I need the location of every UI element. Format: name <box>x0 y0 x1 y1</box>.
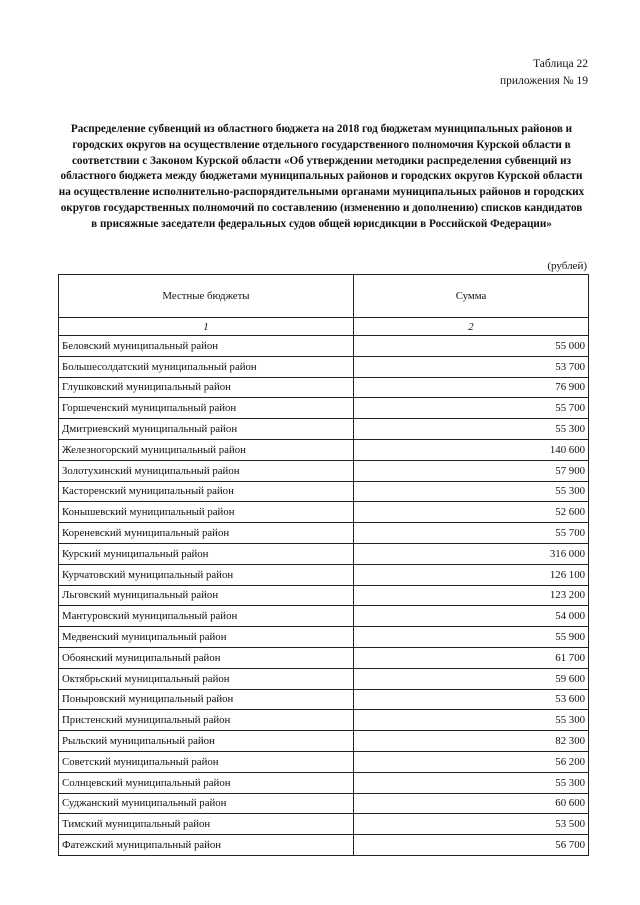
subsidy-amount: 82 300 <box>354 731 589 752</box>
table-row <box>59 835 589 856</box>
subsidy-amount: 126 100 <box>354 564 589 585</box>
subsidy-amount: 54 000 <box>354 606 589 627</box>
table-row <box>59 481 589 502</box>
table-row <box>59 772 589 793</box>
table-row <box>59 793 589 814</box>
district-name: Мантуровский муниципальный район <box>59 606 354 627</box>
subsidy-amount: 56 700 <box>354 835 589 856</box>
table-row <box>59 668 589 689</box>
subsidy-amount: 55 300 <box>354 772 589 793</box>
district-name: Суджанский муниципальный район <box>59 793 354 814</box>
column-header-budgets: Местные бюджеты <box>59 275 354 318</box>
subsidy-amount: 56 200 <box>354 751 589 772</box>
district-name: Курчатовский муниципальный район <box>59 564 354 585</box>
district-name: Золотухинский муниципальный район <box>59 460 354 481</box>
subsidy-amount: 59 600 <box>354 668 589 689</box>
subsidy-amount: 61 700 <box>354 647 589 668</box>
column-number-2: 2 <box>354 318 589 336</box>
table-row <box>59 419 589 440</box>
table-row <box>59 398 589 419</box>
table-row <box>59 502 589 523</box>
district-name: Курский муниципальный район <box>59 543 354 564</box>
column-number-1: 1 <box>59 318 354 336</box>
column-number-row <box>59 318 589 336</box>
table-row <box>59 543 589 564</box>
district-name: Касторенский муниципальный район <box>59 481 354 502</box>
table-header-row <box>59 275 589 318</box>
table-row <box>59 627 589 648</box>
subsidy-amount: 53 600 <box>354 689 589 710</box>
subsidy-amount: 55 300 <box>354 710 589 731</box>
subsidy-amount: 140 600 <box>354 439 589 460</box>
subsidy-amount: 55 300 <box>354 481 589 502</box>
table-row <box>59 647 589 668</box>
table-row <box>59 377 589 398</box>
district-name: Большесолдатский муниципальный район <box>59 356 354 377</box>
district-name: Фатежский муниципальный район <box>59 835 354 856</box>
subsidy-amount: 123 200 <box>354 585 589 606</box>
table-row <box>59 689 589 710</box>
district-name: Октябрьский муниципальный район <box>59 668 354 689</box>
units-label: (рублей) <box>547 260 587 272</box>
district-name: Беловский муниципальный район <box>59 336 354 357</box>
table-row <box>59 356 589 377</box>
subsidy-amount: 53 700 <box>354 356 589 377</box>
district-name: Глушковский муниципальный район <box>59 377 354 398</box>
budget-table <box>58 274 589 856</box>
table-number: Таблица 22 <box>533 58 588 70</box>
table-row <box>59 564 589 585</box>
table-row <box>59 814 589 835</box>
district-name: Конышевский муниципальный район <box>59 502 354 523</box>
subsidy-amount: 316 000 <box>354 543 589 564</box>
table-reference <box>500 56 588 90</box>
table-row <box>59 460 589 481</box>
table-row <box>59 439 589 460</box>
table-row <box>59 731 589 752</box>
table-row <box>59 585 589 606</box>
subsidy-amount: 55 700 <box>354 523 589 544</box>
subsidy-amount: 60 600 <box>354 793 589 814</box>
district-name: Горшеченский муниципальный район <box>59 398 354 419</box>
document-title: Распределение субвенций из областного бюджета на 2018 год бюджетам муниципальных районов и городских округов на осуществление отдельного государственного полномочия Курской области в соответствии с Законом Курской области «Об утверждении методики распределения субвенций из областного бюджета между бюджетами муниципальных районов и городских округов Курской области на осуществление исполнительно-распорядительными органами муниципальных районов и городских округов государственных полномочий по составлению (изменению и дополнению) списков кандидатов в присяжные заседатели федеральных судов общей юрисдикции в Российской Федерации» <box>58 123 585 230</box>
district-name: Кореневский муниципальный район <box>59 523 354 544</box>
district-name: Рыльский муниципальный район <box>59 731 354 752</box>
district-name: Пристенский муниципальный район <box>59 710 354 731</box>
subsidy-amount: 55 000 <box>354 336 589 357</box>
district-name: Дмитриевский муниципальный район <box>59 419 354 440</box>
table-row <box>59 710 589 731</box>
table-row <box>59 336 589 357</box>
district-name: Льговский муниципальный район <box>59 585 354 606</box>
table-body <box>59 336 589 856</box>
district-name: Советский муниципальный район <box>59 751 354 772</box>
district-name: Тимский муниципальный район <box>59 814 354 835</box>
subsidy-amount: 55 900 <box>354 627 589 648</box>
subsidy-amount: 55 300 <box>354 419 589 440</box>
district-name: Обоянский муниципальный район <box>59 647 354 668</box>
appendix-number: приложения № 19 <box>500 75 588 87</box>
table-row <box>59 606 589 627</box>
district-name: Железногорский муниципальный район <box>59 439 354 460</box>
district-name: Поныровский муниципальный район <box>59 689 354 710</box>
subsidy-amount: 76 900 <box>354 377 589 398</box>
subsidy-amount: 52 600 <box>354 502 589 523</box>
subsidy-amount: 53 500 <box>354 814 589 835</box>
subsidy-amount: 57 900 <box>354 460 589 481</box>
district-name: Солнцевский муниципальный район <box>59 772 354 793</box>
column-header-sum: Сумма <box>354 275 589 318</box>
subsidy-amount: 55 700 <box>354 398 589 419</box>
table-row <box>59 523 589 544</box>
table-row <box>59 751 589 772</box>
district-name: Медвенский муниципальный район <box>59 627 354 648</box>
